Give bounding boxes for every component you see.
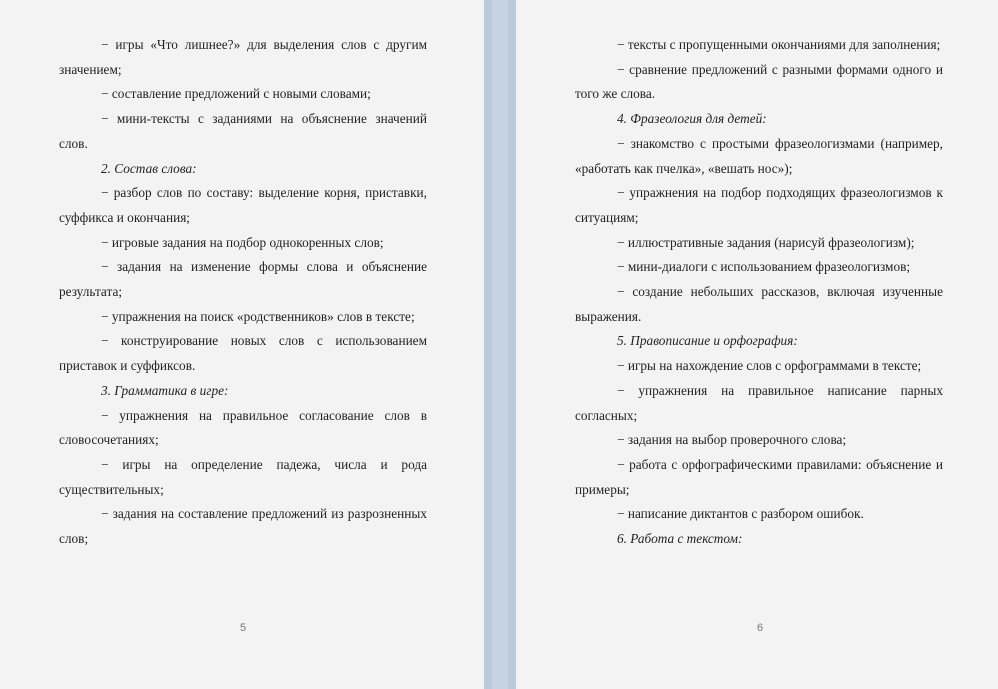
list-item: − конструирование новых слов с использованием приставок и суффиксов.: [59, 333, 427, 374]
list-item: − составление предложений с новыми словами;: [101, 86, 371, 102]
list-item: − написание диктантов с разбором ошибок.: [617, 506, 864, 522]
list-item: − игры на нахождение слов с орфограммами в тексте;: [617, 358, 922, 374]
page-text[interactable]: [59, 33, 427, 552]
page-number: 5: [239, 622, 247, 634]
page-separator: [484, 0, 492, 689]
list-item: − мини-тексты с заданиями на объяснение значений слов.: [59, 111, 427, 151]
list-item: − задания на выбор проверочного слова;: [617, 432, 847, 448]
page-text[interactable]: [575, 33, 943, 552]
list-item: − разбор слов по составу: выделение корня, приставки, суффикса и окончания;: [59, 185, 427, 225]
document-page[interactable]: [0, 0, 484, 689]
page-separator: [508, 0, 516, 689]
list-item: − задания на составление предложений из разрозненных слов;: [59, 506, 427, 547]
list-item: − игры «Что лишнее?» для выделения слов с другим значением;: [59, 37, 427, 77]
list-item: − работа с орфографическими правилами: объяснение и примеры;: [575, 456, 943, 497]
list-item: − мини-диалоги с использованием фразеологизмов;: [617, 259, 911, 275]
list-item: − знакомство с простыми фразеологизмами (например, «работать как пчелка», «вешать нос»);: [575, 135, 943, 176]
list-item: − упражнения на подбор подходящих фразеологизмов к ситуациям;: [575, 185, 943, 225]
section-heading: 3. Грамматика в игре:: [101, 382, 229, 398]
list-item: − упражнения на правильное написание парных согласных;: [575, 382, 943, 423]
list-item: − задания на изменение формы слова и объяснение результата;: [59, 259, 427, 300]
section-heading: 6. Работа с текстом:: [617, 531, 743, 547]
list-item: − тексты с пропущенными окончаниями для заполнения;: [617, 37, 941, 52]
list-item: − игры на определение падежа, числа и рода существительных;: [59, 456, 427, 497]
section-heading: 5. Правописание и орфография:: [617, 333, 798, 349]
list-item: − игровые задания на подбор однокоренных слов;: [101, 234, 384, 250]
list-item: − сравнение предложений с разными формами одного и того же слова.: [575, 61, 943, 102]
page-number: 6: [756, 622, 764, 634]
list-item: − упражнения на правильное согласование слов в словосочетаниях;: [59, 407, 427, 448]
list-item: − создание небольших рассказов, включая изученные выражения.: [575, 284, 943, 324]
section-heading: 4. Фразеология для детей:: [617, 111, 767, 127]
document-page[interactable]: [516, 0, 998, 689]
section-heading: 2. Состав слова:: [101, 160, 197, 176]
list-item: − иллюстративные задания (нарисуй фразеологизм);: [617, 234, 915, 250]
list-item: − упражнения на поиск «родственников» слов в тексте;: [101, 308, 415, 324]
